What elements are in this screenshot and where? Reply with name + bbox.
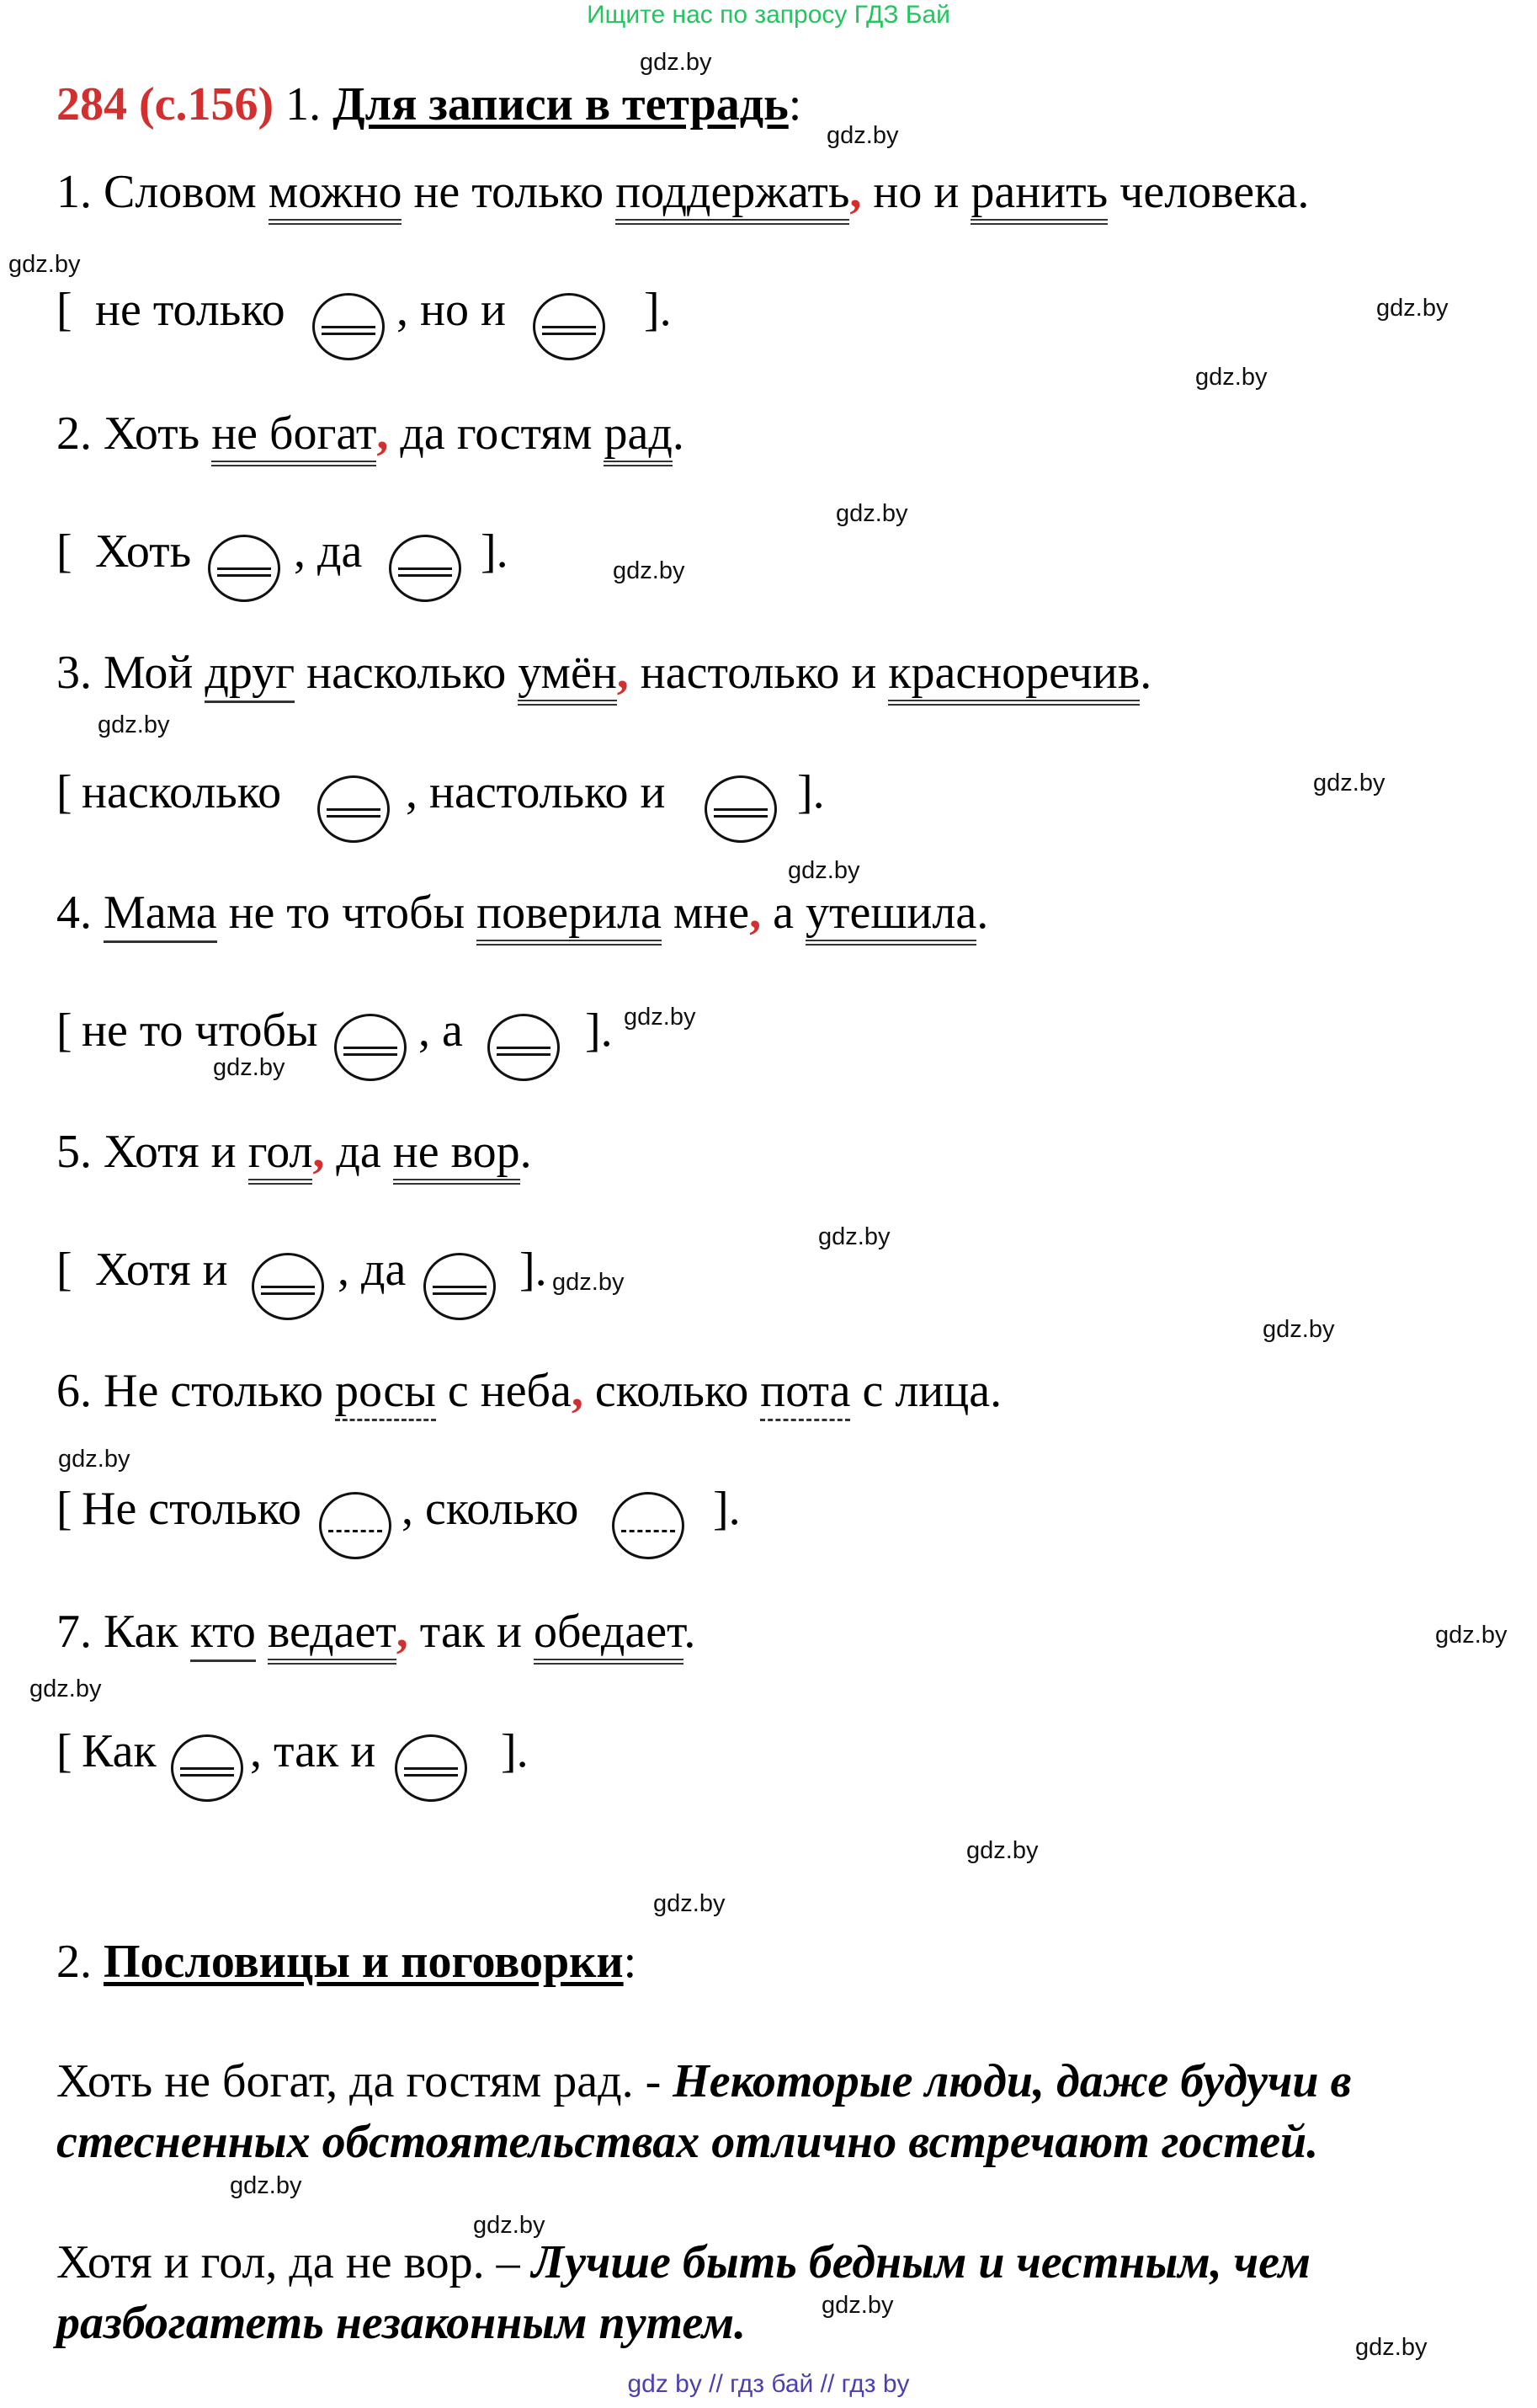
word: мне — [661, 887, 750, 939]
watermark: gdz.by — [473, 2212, 545, 2239]
bracket: [ — [56, 284, 72, 336]
task-heading — [56, 77, 801, 131]
sentence-6 — [56, 1364, 1002, 1418]
comma: , — [749, 887, 762, 939]
clause-circle — [317, 775, 390, 843]
predicate: ведает — [268, 1606, 396, 1665]
comma: , — [571, 1365, 583, 1417]
bracket: ]. — [644, 284, 672, 336]
subject: кто — [190, 1606, 256, 1662]
sentence-number: 6. — [56, 1365, 104, 1417]
predicate: утешила — [806, 887, 976, 946]
sentence-number: 3. — [56, 647, 104, 699]
word: . — [683, 1606, 696, 1658]
scheme-word: Хоть — [95, 525, 192, 578]
watermark: gdz.by — [552, 1269, 625, 1296]
word: не то чтобы — [216, 887, 477, 939]
word: Не столько — [104, 1365, 335, 1417]
clause-circle — [487, 1014, 560, 1081]
clause-circle — [612, 1492, 684, 1559]
scheme-word: , сколько — [402, 1483, 579, 1535]
subject: друг — [205, 647, 295, 703]
word: а — [761, 887, 806, 939]
sentence-5 — [56, 1125, 532, 1179]
subject: Мама — [104, 887, 217, 943]
watermark: gdz.by — [836, 500, 908, 527]
watermark: gdz.by — [8, 251, 81, 278]
watermark: gdz.by — [1435, 1622, 1508, 1649]
proverb-1-line-2: стесненных обстоятельствах отлично встречают гостей. — [56, 2116, 1319, 2168]
proverb-text: Хоть не богат, да гостям рад. - — [56, 2055, 673, 2107]
sentence-number: 2. — [56, 408, 104, 460]
watermark: gdz.by — [788, 857, 860, 884]
watermark: gdz.by — [1263, 1316, 1335, 1343]
bracket: [ — [56, 766, 72, 818]
part2-heading — [56, 1935, 636, 1989]
sentence-4 — [56, 886, 988, 940]
scheme-word: Хотя и — [95, 1244, 228, 1296]
watermark: gdz.by — [1195, 364, 1268, 391]
clause-circle — [533, 293, 605, 360]
sentence-number: 4. — [56, 887, 104, 939]
word: так и — [407, 1606, 534, 1658]
bracket: ]. — [501, 1725, 529, 1777]
clause-circle — [208, 535, 280, 602]
clause-circle — [705, 775, 777, 843]
watermark: gdz.by — [58, 1446, 130, 1473]
part1-title: Для записи в тетрадь — [332, 78, 789, 131]
bracket: [ — [56, 525, 72, 578]
proverb-2-line-2: разбогатеть незаконным путем. — [56, 2297, 747, 2349]
clause-circle — [395, 1734, 467, 1802]
word: Хотя и — [104, 1126, 248, 1178]
part1-colon: : — [788, 78, 802, 131]
watermark: gdz.by — [230, 2172, 302, 2199]
bracket: ]. — [797, 766, 825, 818]
proverb-text: Хотя и гол, да не вор. – — [56, 2236, 532, 2288]
bracket: ]. — [519, 1244, 547, 1296]
scheme-word: Как — [82, 1725, 157, 1777]
footer-links[interactable]: gdz by // гдз бай // гдз by — [627, 2370, 910, 2398]
clause-circle — [312, 293, 385, 360]
task-number: 284 (с.156) — [56, 78, 274, 131]
bracket: ]. — [585, 1004, 613, 1057]
word: Словом — [104, 166, 269, 218]
bracket: ]. — [713, 1483, 741, 1535]
comma: , — [312, 1126, 325, 1178]
word: да гостям — [388, 408, 604, 460]
clause-circle — [423, 1253, 496, 1320]
predicate: умён — [518, 647, 617, 706]
scheme-word: не то чтобы — [82, 1004, 318, 1057]
watermark: gdz.by — [624, 1004, 696, 1031]
watermark: gdz.by — [1313, 770, 1385, 796]
watermark: gdz.by — [29, 1675, 102, 1702]
comma: , — [849, 166, 862, 218]
object: росы — [335, 1365, 436, 1421]
proverb-meaning: Лучше быть бедным и честным, чем — [531, 2236, 1311, 2288]
proverb-2-line-1 — [56, 2235, 1311, 2289]
clause-circle — [171, 1734, 243, 1802]
word: да — [324, 1126, 393, 1178]
object: пота — [760, 1365, 850, 1421]
scheme-word: , так и — [250, 1725, 376, 1777]
word: насколько — [295, 647, 519, 699]
word: Мой — [104, 647, 205, 699]
predicate: можно — [269, 166, 402, 225]
word: но и — [861, 166, 971, 218]
word: Как — [104, 1606, 190, 1658]
word: настолько и — [628, 647, 889, 699]
watermark: gdz.by — [1355, 2334, 1428, 2361]
word: с лица. — [850, 1365, 1003, 1417]
watermark: gdz.by — [822, 2292, 894, 2319]
watermark: gdz.by — [213, 1054, 285, 1081]
word — [256, 1606, 268, 1658]
sentence-7 — [56, 1605, 695, 1659]
clause-circle — [252, 1253, 324, 1320]
clause-circle — [334, 1014, 407, 1081]
sentence-number: 7. — [56, 1606, 104, 1658]
scheme-word: , да — [294, 525, 363, 578]
scheme-word: Не столько — [82, 1483, 301, 1535]
clause-circle — [389, 535, 461, 602]
sentence-number: 5. — [56, 1126, 104, 1178]
bracket: [ — [56, 1244, 72, 1296]
comma: , — [376, 408, 389, 460]
bracket: [ — [56, 1483, 72, 1535]
scheme-word: , да — [338, 1244, 407, 1296]
word: . — [672, 408, 684, 460]
comma: , — [616, 647, 629, 699]
predicate: красноречив — [888, 647, 1140, 706]
predicate: не вор — [393, 1126, 520, 1185]
part2-title: Пословицы и поговорки — [104, 1936, 624, 1988]
predicate: обедает — [534, 1606, 683, 1665]
watermark: gdz.by — [827, 122, 899, 149]
watermark: gdz.by — [653, 1890, 726, 1917]
comma: , — [396, 1606, 408, 1658]
scheme-word: , настолько и — [406, 766, 666, 818]
predicate: гол — [248, 1126, 313, 1185]
part2-prefix: 2. — [56, 1936, 104, 1988]
clause-circle — [319, 1492, 391, 1559]
scheme-word: , но и — [396, 284, 506, 336]
scheme-word: не только — [95, 284, 285, 336]
bracket: [ — [56, 1725, 72, 1777]
part1-prefix: 1. — [274, 78, 333, 131]
word: . — [976, 887, 989, 939]
word: человека. — [1108, 166, 1310, 218]
proverb-1-line-1 — [56, 2054, 1352, 2108]
word: сколько — [582, 1365, 761, 1417]
part2-colon: : — [623, 1936, 637, 1988]
word: . — [1140, 647, 1152, 699]
predicate: рад — [604, 408, 672, 466]
sentence-3 — [56, 646, 1151, 700]
predicate: поверила — [476, 887, 662, 946]
word: не только — [402, 166, 616, 218]
watermark: gdz.by — [818, 1223, 891, 1250]
sentence-number: 1. — [56, 166, 104, 218]
watermark: gdz.by — [98, 711, 170, 738]
predicate: поддержать — [615, 166, 849, 225]
scheme-word: , а — [418, 1004, 463, 1057]
watermark: gdz.by — [640, 49, 712, 76]
watermark: gdz.by — [1376, 295, 1449, 322]
bracket: ]. — [481, 525, 508, 578]
proverb-meaning: Некоторые люди, даже будучи в — [673, 2055, 1352, 2107]
watermark: gdz.by — [613, 557, 685, 584]
sentence-1 — [56, 165, 1309, 219]
word: Хоть — [104, 408, 212, 460]
watermark: gdz.by — [966, 1837, 1039, 1864]
predicate: не богат — [211, 408, 376, 466]
word: с неба — [435, 1365, 572, 1417]
scheme-word: насколько — [82, 766, 282, 818]
word: . — [519, 1126, 532, 1178]
bracket: [ — [56, 1004, 72, 1057]
sentence-2 — [56, 407, 684, 461]
predicate: ранить — [971, 166, 1108, 225]
top-banner[interactable]: Ищите нас по запросу ГДЗ Бай — [587, 1, 950, 29]
